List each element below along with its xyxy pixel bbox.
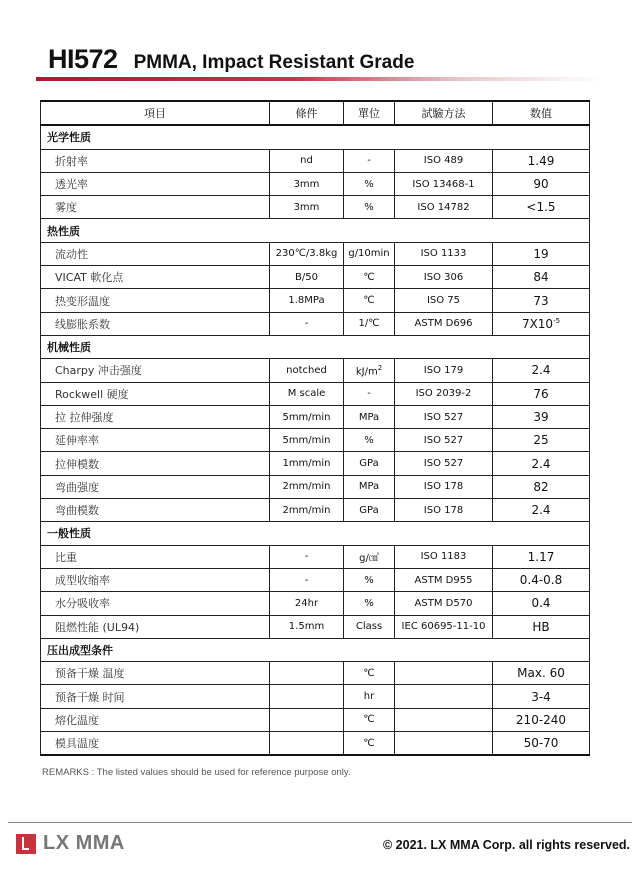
table-row <box>41 359 590 382</box>
test-condition <box>270 685 344 708</box>
test-method: ISO 306 <box>395 266 493 289</box>
section-row <box>41 219 590 242</box>
property-value: 84 <box>493 266 590 289</box>
header-unit: 單位 <box>344 101 395 125</box>
property-value: 50-70 <box>493 732 590 756</box>
table-row <box>41 499 590 522</box>
unit: 1/℃ <box>344 312 395 335</box>
section-title: 热性质 <box>41 219 590 242</box>
test-condition: - <box>270 568 344 591</box>
header-value: 数值 <box>493 101 590 125</box>
property-name: Rockwell 硬度 <box>41 382 270 405</box>
remarks-note: REMARKS : The listed values should be used for reference purpose only. <box>42 767 351 778</box>
table-header-row <box>41 101 590 125</box>
property-value: <1.5 <box>493 196 590 219</box>
table-row <box>41 615 590 638</box>
unit: - <box>344 149 395 172</box>
unit: $kJ/m^2$ <box>344 359 395 382</box>
property-value: 90 <box>493 172 590 195</box>
property-name: 熔化温度 <box>41 708 270 731</box>
property-value: 3-4 <box>493 685 590 708</box>
test-condition <box>270 732 344 756</box>
unit: % <box>344 196 395 219</box>
test-condition: B/50 <box>270 266 344 289</box>
table-row <box>41 475 590 498</box>
section-title: 一般性质 <box>41 522 590 545</box>
table-row <box>41 568 590 591</box>
table-row <box>41 662 590 685</box>
property-name: 模具温度 <box>41 732 270 756</box>
property-value: 73 <box>493 289 590 312</box>
property-name: 弯曲强度 <box>41 475 270 498</box>
table-row <box>41 429 590 452</box>
test-condition <box>270 662 344 685</box>
table-row <box>41 149 590 172</box>
test-condition: 1mm/min <box>270 452 344 475</box>
test-method: ISO 75 <box>395 289 493 312</box>
document-title <box>48 44 414 76</box>
test-condition: 3mm <box>270 196 344 219</box>
test-condition: 2mm/min <box>270 475 344 498</box>
unit: ℃ <box>344 266 395 289</box>
property-name: 阻燃性能 (UL94) <box>41 615 270 638</box>
property-value: 2.4 <box>493 499 590 522</box>
table-row <box>41 172 590 195</box>
test-condition: M scale <box>270 382 344 405</box>
property-value: Max. 60 <box>493 662 590 685</box>
unit: GPa <box>344 452 395 475</box>
property-value: 210-240 <box>493 708 590 731</box>
unit: % <box>344 429 395 452</box>
test-method: ASTM D955 <box>395 568 493 591</box>
section-title: 光学性质 <box>41 125 590 149</box>
property-value: HB <box>493 615 590 638</box>
section-row <box>41 522 590 545</box>
test-condition: - <box>270 312 344 335</box>
unit: g/10min <box>344 242 395 265</box>
unit: % <box>344 592 395 615</box>
property-name: 预备干燥 温度 <box>41 662 270 685</box>
property-name: 线膨胀系数 <box>41 312 270 335</box>
unit: g/㎤ <box>344 545 395 568</box>
table-row <box>41 732 590 756</box>
table-row <box>41 382 590 405</box>
property-name: Charpy 冲击强度 <box>41 359 270 382</box>
test-method <box>395 732 493 756</box>
test-method: ISO 178 <box>395 475 493 498</box>
section-title: 机械性质 <box>41 335 590 358</box>
property-name: 折射率 <box>41 149 270 172</box>
property-value: 19 <box>493 242 590 265</box>
test-condition: 1.5mm <box>270 615 344 638</box>
property-value: 25 <box>493 429 590 452</box>
test-method: ISO 14782 <box>395 196 493 219</box>
unit: hr <box>344 685 395 708</box>
unit: Class <box>344 615 395 638</box>
property-value: 82 <box>493 475 590 498</box>
property-value: 1.17 <box>493 545 590 568</box>
test-method: ISO 489 <box>395 149 493 172</box>
unit: GPa <box>344 499 395 522</box>
test-method: ISO 178 <box>395 499 493 522</box>
test-method: IEC 60695-11-10 <box>395 615 493 638</box>
test-method: ISO 1133 <box>395 242 493 265</box>
table-row <box>41 592 590 615</box>
unit: ℃ <box>344 662 395 685</box>
properties-table <box>40 100 590 756</box>
unit: ℃ <box>344 289 395 312</box>
test-method: ISO 527 <box>395 405 493 428</box>
test-method: ISO 1183 <box>395 545 493 568</box>
header-item: 項目 <box>41 101 270 125</box>
test-condition: - <box>270 545 344 568</box>
property-name: 雾度 <box>41 196 270 219</box>
test-condition: 5mm/min <box>270 405 344 428</box>
header-condition: 條件 <box>270 101 344 125</box>
property-name: 弯曲模数 <box>41 499 270 522</box>
section-row <box>41 335 590 358</box>
table-row <box>41 452 590 475</box>
table-row <box>41 405 590 428</box>
unit: ℃ <box>344 732 395 756</box>
table-row <box>41 196 590 219</box>
table-row <box>41 242 590 265</box>
property-name: VICAT 軟化点 <box>41 266 270 289</box>
property-value: $7X10^{-5}$ <box>493 312 590 335</box>
unit: % <box>344 172 395 195</box>
unit: MPa <box>344 475 395 498</box>
test-condition: 1.8MPa <box>270 289 344 312</box>
test-method <box>395 685 493 708</box>
section-row <box>41 638 590 661</box>
header-test-method: 試驗方法 <box>395 101 493 125</box>
test-condition: 2mm/min <box>270 499 344 522</box>
test-method: ISO 527 <box>395 429 493 452</box>
property-name: 透光率 <box>41 172 270 195</box>
property-name: 热变形温度 <box>41 289 270 312</box>
property-name: 成型收缩率 <box>41 568 270 591</box>
property-name: 延伸率率 <box>41 429 270 452</box>
unit: MPa <box>344 405 395 428</box>
property-name: 拉 拉伸强度 <box>41 405 270 428</box>
test-condition: 3mm <box>270 172 344 195</box>
test-condition <box>270 708 344 731</box>
property-name: 水分吸收率 <box>41 592 270 615</box>
test-method: ISO 2039-2 <box>395 382 493 405</box>
test-method: ASTM D570 <box>395 592 493 615</box>
test-condition: 24hr <box>270 592 344 615</box>
logo-text: LX MMA <box>43 832 125 854</box>
test-condition: notched <box>270 359 344 382</box>
product-name: PMMA, Impact Resistant Grade <box>133 52 415 73</box>
property-name: 拉伸模数 <box>41 452 270 475</box>
table-row <box>41 545 590 568</box>
lx-logo-mark-icon <box>16 834 36 854</box>
section-title: 压出成型条件 <box>41 638 590 661</box>
unit: % <box>344 568 395 591</box>
test-method <box>395 662 493 685</box>
section-row <box>41 125 590 149</box>
table-row <box>41 708 590 731</box>
test-condition: 230℃/3.8kg <box>270 242 344 265</box>
property-value: 2.4 <box>493 452 590 475</box>
table-row <box>41 266 590 289</box>
property-value: 76 <box>493 382 590 405</box>
property-name: 流动性 <box>41 242 270 265</box>
unit: ℃ <box>344 708 395 731</box>
property-value: 0.4-0.8 <box>493 568 590 591</box>
test-condition: nd <box>270 149 344 172</box>
unit: - <box>344 382 395 405</box>
test-method: ASTM D696 <box>395 312 493 335</box>
table-row <box>41 289 590 312</box>
property-value: 1.49 <box>493 149 590 172</box>
test-method <box>395 708 493 731</box>
property-value: 0.4 <box>493 592 590 615</box>
test-method: ISO 179 <box>395 359 493 382</box>
title-underline <box>36 77 604 81</box>
property-value: 39 <box>493 405 590 428</box>
copyright-notice: © 2021. LX MMA Corp. all rights reserved. <box>382 838 630 852</box>
footer-divider <box>8 822 632 823</box>
table-row <box>41 685 590 708</box>
property-value: 2.4 <box>493 359 590 382</box>
test-condition: 5mm/min <box>270 429 344 452</box>
lx-mma-logo <box>16 832 125 855</box>
property-name: 比重 <box>41 545 270 568</box>
product-code: HI572 <box>48 44 118 74</box>
table-row <box>41 312 590 335</box>
test-method: ISO 13468-1 <box>395 172 493 195</box>
property-name: 预备干燥 时间 <box>41 685 270 708</box>
test-method: ISO 527 <box>395 452 493 475</box>
